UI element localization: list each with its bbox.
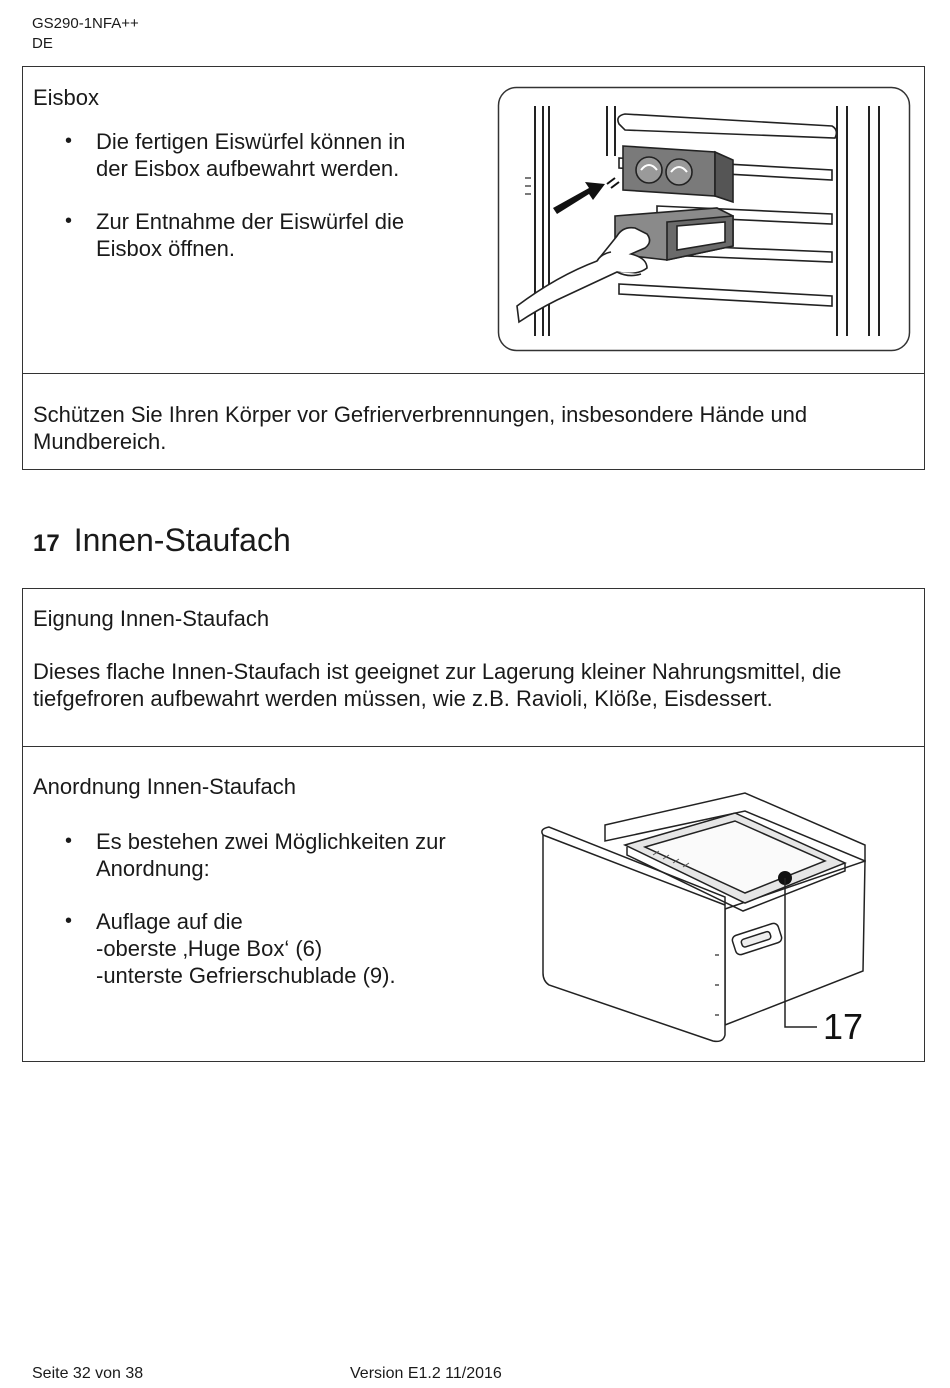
eignung-cell — [23, 589, 924, 747]
drawer-illustration — [535, 785, 895, 1049]
section-title — [33, 520, 291, 564]
list-item: • Auflage auf die -oberste ‚Huge Box‘ (6) -unterste Gefrierschublade (9). — [33, 908, 446, 989]
staufach-table — [22, 588, 925, 1062]
callout-label: 17 — [823, 1006, 864, 1047]
document-header — [32, 14, 139, 54]
eisbox-table — [22, 66, 925, 470]
list-item: • Zur Entnahme der Eiswürfel die Eisbox öffnen. — [33, 208, 405, 262]
eisbox-bullet-list — [33, 128, 405, 288]
warning-cell — [23, 374, 924, 469]
version-label: Version E1.2 11/2016 — [350, 1365, 502, 1382]
section-title-text: Innen-Staufach — [73, 522, 291, 558]
eignung-text: Dieses flache Innen-Staufach ist geeignet zur Lagerung kleiner Nahrungsmittel, die tiefgefroren aufbewahrt werden müssen, wie z.B. Ravioli, Klöße, Eisdessert. — [33, 659, 842, 711]
eisbox-cell — [23, 67, 924, 374]
eignung-heading: Eignung Innen-Staufach — [33, 606, 270, 631]
model-label: GS290-1NFA++ — [32, 15, 139, 32]
language-label: DE — [32, 35, 53, 52]
ice-box-illustration — [497, 86, 911, 352]
list-item: • Die fertigen Eiswürfel können in der Eisbox aufbewahrt werden. — [33, 128, 405, 182]
anordnung-bullet-list — [33, 828, 446, 1015]
eisbox-heading: Eisbox — [33, 85, 100, 110]
anordnung-heading: Anordnung Innen-Staufach — [33, 774, 296, 799]
page-number: Seite 32 von 38 — [32, 1365, 144, 1382]
anordnung-cell — [23, 747, 924, 1061]
warning-text: Schützen Sie Ihren Körper vor Gefrierverbrennungen, insbesondere Hände und Mundbereich. — [33, 402, 808, 454]
list-item: • Es bestehen zwei Möglichkeiten zur Anordnung: — [33, 828, 446, 882]
section-number: 17 — [33, 530, 60, 557]
